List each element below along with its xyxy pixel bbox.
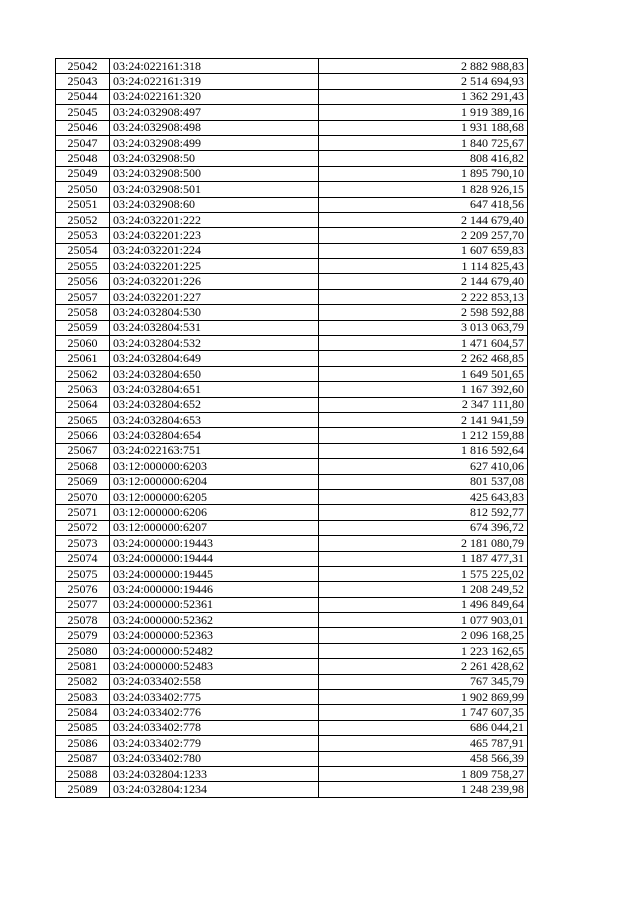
value-cell: 1 077 903,01 xyxy=(319,613,528,628)
row-number-cell: 25084 xyxy=(56,705,110,720)
value-cell: 1 496 849,64 xyxy=(319,597,528,612)
row-number-cell: 25049 xyxy=(56,166,110,181)
table-row xyxy=(56,766,528,781)
row-number-cell: 25089 xyxy=(56,782,110,797)
cadastral-number-cell: 03:24:022163:751 xyxy=(110,443,319,458)
row-number-cell: 25076 xyxy=(56,582,110,597)
row-number-cell: 25057 xyxy=(56,289,110,304)
cadastral-number-cell: 03:24:032804:1233 xyxy=(110,766,319,781)
table-row xyxy=(56,582,528,597)
cadastral-number-cell: 03:24:032201:225 xyxy=(110,259,319,274)
table-row xyxy=(56,197,528,212)
cadastral-number-cell: 03:24:032908:500 xyxy=(110,166,319,181)
row-number-cell: 25053 xyxy=(56,228,110,243)
table-row xyxy=(56,89,528,104)
table-row xyxy=(56,751,528,766)
table-row xyxy=(56,566,528,581)
value-cell: 1 840 725,67 xyxy=(319,135,528,150)
value-cell: 1 828 926,15 xyxy=(319,182,528,197)
table-row xyxy=(56,690,528,705)
row-number-cell: 25052 xyxy=(56,212,110,227)
value-cell: 2 261 428,62 xyxy=(319,659,528,674)
row-number-cell: 25072 xyxy=(56,520,110,535)
table-row xyxy=(56,59,528,74)
table-row xyxy=(56,166,528,181)
table-row xyxy=(56,259,528,274)
table-row xyxy=(56,720,528,735)
row-number-cell: 25050 xyxy=(56,182,110,197)
row-number-cell: 25061 xyxy=(56,351,110,366)
value-cell: 2 347 111,80 xyxy=(319,397,528,412)
cadastral-number-cell: 03:24:032804:649 xyxy=(110,351,319,366)
table-row xyxy=(56,366,528,381)
cadastral-number-cell: 03:24:022161:320 xyxy=(110,89,319,104)
table-row xyxy=(56,597,528,612)
row-number-cell: 25081 xyxy=(56,659,110,674)
cadastral-number-cell: 03:24:000000:52483 xyxy=(110,659,319,674)
value-cell: 1 931 188,68 xyxy=(319,120,528,135)
value-cell: 1 187 477,31 xyxy=(319,551,528,566)
value-cell: 1 212 159,88 xyxy=(319,428,528,443)
table-row xyxy=(56,74,528,89)
cadastral-number-cell: 03:24:032201:224 xyxy=(110,243,319,258)
value-cell: 2 144 679,40 xyxy=(319,274,528,289)
cadastral-number-cell: 03:24:022161:318 xyxy=(110,59,319,74)
cadastral-number-cell: 03:24:000000:19444 xyxy=(110,551,319,566)
cadastral-number-cell: 03:24:000000:52362 xyxy=(110,613,319,628)
cadastral-number-cell: 03:24:032908:501 xyxy=(110,182,319,197)
value-cell: 465 787,91 xyxy=(319,736,528,751)
table-row xyxy=(56,736,528,751)
cadastral-number-cell: 03:24:032908:60 xyxy=(110,197,319,212)
table-row xyxy=(56,705,528,720)
row-number-cell: 25087 xyxy=(56,751,110,766)
row-number-cell: 25044 xyxy=(56,89,110,104)
table-row xyxy=(56,659,528,674)
row-number-cell: 25042 xyxy=(56,59,110,74)
value-cell: 1 607 659,83 xyxy=(319,243,528,258)
value-cell: 1 248 239,98 xyxy=(319,782,528,797)
row-number-cell: 25064 xyxy=(56,397,110,412)
cadastral-number-cell: 03:24:000000:19443 xyxy=(110,536,319,551)
value-cell: 2 209 257,70 xyxy=(319,228,528,243)
value-cell: 2 514 694,93 xyxy=(319,74,528,89)
cadastral-number-cell: 03:24:032201:222 xyxy=(110,212,319,227)
table-row xyxy=(56,551,528,566)
value-cell: 801 537,08 xyxy=(319,474,528,489)
row-number-cell: 25069 xyxy=(56,474,110,489)
cadastral-number-cell: 03:24:032804:532 xyxy=(110,336,319,351)
cadastral-number-cell: 03:24:000000:19445 xyxy=(110,566,319,581)
cadastral-number-cell: 03:24:000000:52363 xyxy=(110,628,319,643)
table-row xyxy=(56,489,528,504)
cadastral-number-cell: 03:24:032804:652 xyxy=(110,397,319,412)
value-cell: 2 141 941,59 xyxy=(319,412,528,427)
cadastral-number-cell: 03:24:000000:52361 xyxy=(110,597,319,612)
table-row xyxy=(56,459,528,474)
cadastral-number-cell: 03:24:032804:653 xyxy=(110,412,319,427)
cadastral-number-cell: 03:24:032804:1234 xyxy=(110,782,319,797)
value-cell: 2 262 468,85 xyxy=(319,351,528,366)
row-number-cell: 25088 xyxy=(56,766,110,781)
table-row xyxy=(56,674,528,689)
row-number-cell: 25079 xyxy=(56,628,110,643)
row-number-cell: 25083 xyxy=(56,690,110,705)
value-cell: 2 222 853,13 xyxy=(319,289,528,304)
value-cell: 2 096 168,25 xyxy=(319,628,528,643)
row-number-cell: 25051 xyxy=(56,197,110,212)
cadastral-number-cell: 03:24:032908:497 xyxy=(110,105,319,120)
value-cell: 1 902 869,99 xyxy=(319,690,528,705)
value-cell: 674 396,72 xyxy=(319,520,528,535)
table-row xyxy=(56,182,528,197)
table-row xyxy=(56,474,528,489)
cadastral-value-table xyxy=(55,58,528,798)
value-cell: 458 566,39 xyxy=(319,751,528,766)
cadastral-number-cell: 03:12:000000:6203 xyxy=(110,459,319,474)
value-cell: 1 895 790,10 xyxy=(319,166,528,181)
value-cell: 686 044,21 xyxy=(319,720,528,735)
row-number-cell: 25055 xyxy=(56,259,110,274)
cadastral-number-cell: 03:24:032201:223 xyxy=(110,228,319,243)
value-cell: 2 181 080,79 xyxy=(319,536,528,551)
row-number-cell: 25077 xyxy=(56,597,110,612)
value-cell: 1 747 607,35 xyxy=(319,705,528,720)
cadastral-number-cell: 03:12:000000:6206 xyxy=(110,505,319,520)
cadastral-number-cell: 03:24:032804:650 xyxy=(110,366,319,381)
value-cell: 1 649 501,65 xyxy=(319,366,528,381)
row-number-cell: 25074 xyxy=(56,551,110,566)
table-row xyxy=(56,613,528,628)
row-number-cell: 25054 xyxy=(56,243,110,258)
cadastral-number-cell: 03:24:033402:780 xyxy=(110,751,319,766)
cadastral-number-cell: 03:24:000000:52482 xyxy=(110,643,319,658)
table-body xyxy=(56,59,528,798)
row-number-cell: 25086 xyxy=(56,736,110,751)
cadastral-number-cell: 03:24:022161:319 xyxy=(110,74,319,89)
table-row xyxy=(56,536,528,551)
value-cell: 2 598 592,88 xyxy=(319,305,528,320)
row-number-cell: 25043 xyxy=(56,74,110,89)
row-number-cell: 25073 xyxy=(56,536,110,551)
cadastral-number-cell: 03:24:032804:530 xyxy=(110,305,319,320)
row-number-cell: 25068 xyxy=(56,459,110,474)
cadastral-number-cell: 03:24:032908:50 xyxy=(110,151,319,166)
value-cell: 1 167 392,60 xyxy=(319,382,528,397)
table-row xyxy=(56,351,528,366)
value-cell: 808 416,82 xyxy=(319,151,528,166)
cadastral-number-cell: 03:24:032804:654 xyxy=(110,428,319,443)
row-number-cell: 25070 xyxy=(56,489,110,504)
row-number-cell: 25059 xyxy=(56,320,110,335)
row-number-cell: 25062 xyxy=(56,366,110,381)
row-number-cell: 25047 xyxy=(56,135,110,150)
value-cell: 1 362 291,43 xyxy=(319,89,528,104)
table-row xyxy=(56,151,528,166)
table-row xyxy=(56,105,528,120)
cadastral-number-cell: 03:24:033402:779 xyxy=(110,736,319,751)
value-cell: 1 919 389,16 xyxy=(319,105,528,120)
cadastral-number-cell: 03:24:033402:558 xyxy=(110,674,319,689)
row-number-cell: 25080 xyxy=(56,643,110,658)
table-row xyxy=(56,320,528,335)
row-number-cell: 25045 xyxy=(56,105,110,120)
table-row xyxy=(56,428,528,443)
table-row xyxy=(56,243,528,258)
value-cell: 3 013 063,79 xyxy=(319,320,528,335)
value-cell: 2 144 679,40 xyxy=(319,212,528,227)
table-row xyxy=(56,212,528,227)
value-cell: 1 816 592,64 xyxy=(319,443,528,458)
row-number-cell: 25065 xyxy=(56,412,110,427)
row-number-cell: 25071 xyxy=(56,505,110,520)
table-row xyxy=(56,135,528,150)
table-row xyxy=(56,274,528,289)
cadastral-number-cell: 03:12:000000:6207 xyxy=(110,520,319,535)
value-cell: 425 643,83 xyxy=(319,489,528,504)
row-number-cell: 25085 xyxy=(56,720,110,735)
table-row xyxy=(56,120,528,135)
table-row xyxy=(56,382,528,397)
cadastral-number-cell: 03:24:032201:226 xyxy=(110,274,319,289)
table-row xyxy=(56,397,528,412)
cadastral-number-cell: 03:24:000000:19446 xyxy=(110,582,319,597)
table-row xyxy=(56,782,528,797)
table-row xyxy=(56,412,528,427)
cadastral-number-cell: 03:24:032201:227 xyxy=(110,289,319,304)
value-cell: 1 223 162,65 xyxy=(319,643,528,658)
table-row xyxy=(56,628,528,643)
table-row xyxy=(56,305,528,320)
row-number-cell: 25075 xyxy=(56,566,110,581)
cadastral-number-cell: 03:24:032908:499 xyxy=(110,135,319,150)
value-cell: 1 471 604,57 xyxy=(319,336,528,351)
cadastral-number-cell: 03:24:032908:498 xyxy=(110,120,319,135)
row-number-cell: 25066 xyxy=(56,428,110,443)
table-row xyxy=(56,520,528,535)
table-row xyxy=(56,443,528,458)
row-number-cell: 25056 xyxy=(56,274,110,289)
value-cell: 2 882 988,83 xyxy=(319,59,528,74)
row-number-cell: 25060 xyxy=(56,336,110,351)
value-cell: 767 345,79 xyxy=(319,674,528,689)
value-cell: 1 575 225,02 xyxy=(319,566,528,581)
row-number-cell: 25082 xyxy=(56,674,110,689)
row-number-cell: 25048 xyxy=(56,151,110,166)
value-cell: 1 809 758,27 xyxy=(319,766,528,781)
cadastral-number-cell: 03:24:033402:778 xyxy=(110,720,319,735)
cadastral-number-cell: 03:24:033402:775 xyxy=(110,690,319,705)
cadastral-number-cell: 03:24:032804:531 xyxy=(110,320,319,335)
value-cell: 647 418,56 xyxy=(319,197,528,212)
row-number-cell: 25078 xyxy=(56,613,110,628)
cadastral-number-cell: 03:24:033402:776 xyxy=(110,705,319,720)
table-row xyxy=(56,289,528,304)
cadastral-number-cell: 03:24:032804:651 xyxy=(110,382,319,397)
row-number-cell: 25063 xyxy=(56,382,110,397)
table-row xyxy=(56,643,528,658)
value-cell: 1 114 825,43 xyxy=(319,259,528,274)
cadastral-number-cell: 03:12:000000:6204 xyxy=(110,474,319,489)
value-cell: 627 410,06 xyxy=(319,459,528,474)
row-number-cell: 25067 xyxy=(56,443,110,458)
value-cell: 812 592,77 xyxy=(319,505,528,520)
cadastral-number-cell: 03:12:000000:6205 xyxy=(110,489,319,504)
row-number-cell: 25058 xyxy=(56,305,110,320)
table-row xyxy=(56,228,528,243)
value-cell: 1 208 249,52 xyxy=(319,582,528,597)
table-row xyxy=(56,336,528,351)
table-row xyxy=(56,505,528,520)
row-number-cell: 25046 xyxy=(56,120,110,135)
